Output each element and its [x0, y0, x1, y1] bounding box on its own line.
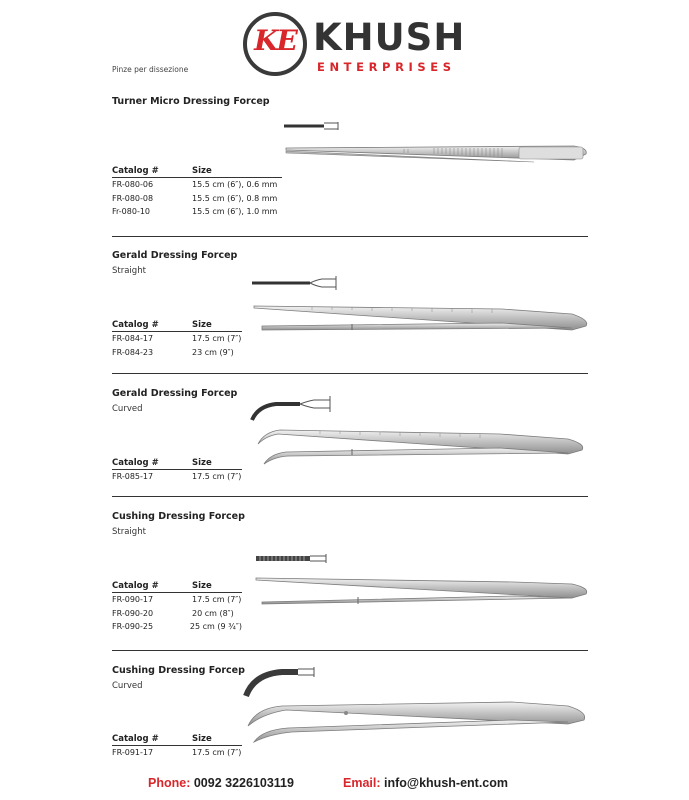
section-subtitle: Curved — [112, 681, 143, 691]
turner-tip-detail — [284, 122, 338, 130]
section-subtitle: Straight — [112, 266, 146, 276]
size-value: 20 cm (8″) — [192, 608, 234, 618]
logo-monogram: KE — [254, 24, 296, 57]
catalog-number: Fr-080-10 — [112, 207, 151, 216]
size-value: 25 cm (9 ¾″) — [189, 622, 242, 631]
catalog-number: FR-090-17 — [112, 595, 154, 604]
catalog-number: FR-091-17 — [112, 748, 154, 757]
contact-footer — [0, 776, 689, 794]
section-divider — [112, 650, 588, 651]
size-value: 17.5 cm (7″) — [192, 334, 242, 343]
table-row — [112, 620, 242, 634]
catalog-number: FR-085-17 — [112, 472, 154, 481]
catalog-table-turner — [112, 166, 282, 219]
table-row — [112, 346, 242, 360]
catalog-header: Catalog # — [112, 320, 159, 330]
catalog-number: FR-080-08 — [112, 193, 154, 203]
category-label: Pinze per dissezione — [112, 65, 189, 74]
catalog-header: Catalog # — [112, 734, 159, 744]
turner-forcep-image — [284, 120, 594, 170]
catalog-table-gerald-straight — [112, 320, 242, 359]
logo-subtitle: ENTERPRISES — [317, 60, 456, 74]
size-header: Size — [192, 734, 212, 744]
table-row — [112, 593, 242, 607]
size-value: 15.5 cm (6″), 1.0 mm — [192, 207, 278, 216]
catalog-table-cushing-straight — [112, 581, 242, 634]
phone-number: 0092 3226103119 — [193, 776, 294, 790]
size-value: 17.5 cm (7″) — [192, 748, 242, 757]
company-logo — [243, 12, 466, 78]
size-value: 17.5 cm (7″) — [192, 472, 242, 481]
size-header: Size — [192, 458, 212, 468]
section-subtitle: Curved — [112, 404, 143, 414]
email-label: Email: — [343, 776, 381, 790]
table-header — [112, 458, 242, 470]
table-row — [112, 470, 242, 484]
catalog-header: Catalog # — [112, 581, 159, 591]
section-divider — [112, 373, 588, 374]
size-header: Size — [192, 581, 212, 591]
section-title: Cushing Dressing Forcep — [112, 511, 245, 522]
cushing-curved-tip-detail — [246, 667, 314, 696]
catalog-header: Catalog # — [112, 458, 159, 468]
size-value: 15.5 cm (6″), 0.8 mm — [192, 193, 278, 203]
gerald-straight-tip-detail — [252, 276, 336, 290]
gerald-straight-forcep-image — [252, 276, 592, 338]
catalog-number: FR-090-25 — [112, 622, 154, 631]
section-subtitle: Straight — [112, 527, 146, 537]
table-row — [112, 332, 242, 346]
gerald-curved-forcep-image — [250, 394, 590, 466]
phone-contact[interactable] — [148, 776, 294, 790]
catalog-number: FR-084-17 — [112, 334, 154, 343]
section-divider — [112, 496, 588, 497]
section-cushing-straight — [112, 511, 588, 537]
section-divider — [112, 236, 588, 237]
table-row — [112, 192, 282, 206]
email-contact[interactable] — [343, 776, 508, 790]
size-header: Size — [192, 166, 212, 176]
table-header — [112, 734, 242, 746]
size-value: 17.5 cm (7″) — [192, 595, 242, 604]
section-title: Gerald Dressing Forcep — [112, 250, 238, 261]
section-title: Turner Micro Dressing Forcep — [112, 96, 270, 107]
table-row — [112, 178, 282, 192]
catalog-number: FR-090-20 — [112, 608, 154, 618]
size-value: 23 cm (9″) — [192, 347, 234, 357]
section-title: Gerald Dressing Forcep — [112, 388, 238, 399]
table-header — [112, 166, 282, 178]
catalog-header: Catalog # — [112, 166, 159, 176]
phone-label: Phone: — [148, 776, 191, 790]
section-gerald-straight — [112, 250, 588, 276]
catalog-number: FR-080-06 — [112, 180, 154, 189]
email-address: info@khush-ent.com — [384, 776, 508, 790]
table-row — [112, 746, 242, 760]
catalog-number: FR-084-23 — [112, 347, 154, 357]
section-title: Cushing Dressing Forcep — [112, 665, 245, 676]
catalog-table-gerald-curved — [112, 458, 242, 484]
table-header — [112, 581, 242, 593]
gerald-curved-tip-detail — [252, 396, 330, 420]
table-header — [112, 320, 242, 332]
table-row — [112, 607, 242, 621]
cushing-straight-tip-detail — [256, 554, 326, 563]
cushing-straight-forcep-image — [254, 554, 594, 610]
size-header: Size — [192, 320, 212, 330]
cushing-curved-forcep-image — [242, 664, 592, 744]
table-row — [112, 205, 282, 219]
logo-name: KHUSH — [313, 16, 466, 59]
size-value: 15.5 cm (6″), 0.6 mm — [192, 180, 278, 189]
section-turner-micro — [112, 96, 588, 107]
catalog-table-cushing-curved — [112, 734, 242, 760]
